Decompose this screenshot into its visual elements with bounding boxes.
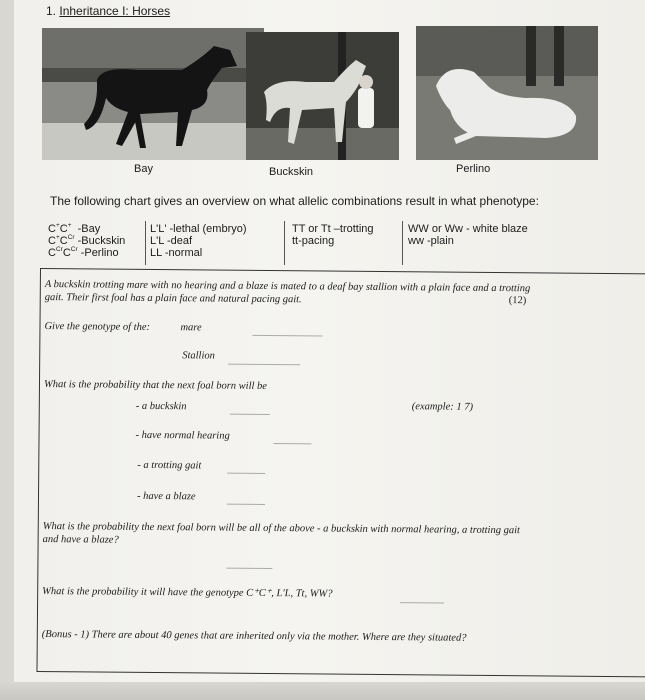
scenario-line-2: gait. Their first foal has a plain face and natural pacing gait. <box>44 292 302 306</box>
chart-divider <box>402 221 403 265</box>
bay-caption: Bay <box>134 163 153 175</box>
genotype-prompt: Give the genotype of the: <box>44 321 151 333</box>
chart-divider <box>145 221 146 265</box>
page-bottom-edge <box>0 682 645 700</box>
trotting-gait-answer[interactable] <box>227 473 265 474</box>
gait-alleles <box>292 223 374 247</box>
allele-row-buckskin: $C^+C^{Cr}$ -Buckskin <box>48 234 126 247</box>
perlino-horse-photo <box>416 26 598 160</box>
bay-horse-photo <box>42 28 264 160</box>
blaze-alleles <box>408 223 528 247</box>
bonus-question: (Bonus - 1) There are about 40 genes that are inherited only via the mother. Where are they situated? <box>41 629 467 644</box>
perlino-caption: Perlino <box>456 163 491 175</box>
item-trotting-gait: - a trotting gait <box>137 459 202 472</box>
stallion-genotype-answer[interactable] <box>228 364 300 366</box>
question-box <box>36 268 645 677</box>
scenario-line-1: A buckskin trotting mare with no hearing and a blaze is mated to a deaf bay stallion with a plain face and a trotting <box>44 279 531 295</box>
gait-trotting: TT or Tt –trotting <box>292 223 374 235</box>
item-buckskin: - a buckskin <box>135 400 187 413</box>
hearing-lethal: L'L' -lethal (embryo) <box>150 223 247 235</box>
gait-pacing: tt-pacing <box>292 235 335 247</box>
combined-question-line-1: What is the probability the next foal born will be all of the above - a buckskin with normal hearing, a trotting gait <box>42 521 520 537</box>
blaze-plain: ww -plain <box>408 235 454 247</box>
genotype-answer[interactable] <box>400 602 444 603</box>
allele-row-perlino: $C^{Cr}C^{Cr}$ -Perlino <box>48 246 119 259</box>
allele-row-bay: C+C+ -Bay <box>48 222 101 235</box>
hearing-alleles <box>150 223 247 259</box>
genotype-question: What is the probability it will have the genotype C⁺C⁺, L'L, Tt, WW? <box>42 586 333 600</box>
section-title: Inheritance I: Horses <box>59 4 171 18</box>
chart-intro-text: The following chart gives an overview on what allelic combinations result in what phenotype: <box>50 194 539 208</box>
item-blaze: - have a blaze <box>136 490 196 503</box>
section-heading <box>46 4 170 18</box>
buckskin-horse-photo <box>246 32 399 160</box>
blaze-white: WW or Ww - white blaze <box>408 223 528 235</box>
mare-label: mare <box>180 322 202 334</box>
worksheet-page <box>14 0 645 700</box>
probability-prompt: What is the probability that the next foal born will be <box>43 379 268 392</box>
item-normal-hearing: - have normal hearing <box>135 429 230 442</box>
combined-question-line-2: and have a blaze? <box>42 534 119 546</box>
chart-divider <box>284 221 285 265</box>
points-value: (12) <box>508 295 527 307</box>
section-number: 1. <box>46 4 57 18</box>
normal-hearing-answer[interactable] <box>273 443 311 444</box>
example-note: (example: 1 7) <box>411 401 474 413</box>
coat-color-alleles <box>48 223 125 259</box>
combined-answer[interactable] <box>226 568 272 569</box>
buckskin-caption: Buckskin <box>269 166 314 178</box>
hearing-deaf: L'L -deaf <box>150 235 193 247</box>
blaze-answer[interactable] <box>227 504 265 505</box>
hearing-normal: LL -normal <box>150 247 203 259</box>
stallion-label: Stallion <box>182 350 215 362</box>
mare-genotype-answer[interactable] <box>252 335 322 337</box>
buckskin-answer[interactable] <box>230 414 270 415</box>
